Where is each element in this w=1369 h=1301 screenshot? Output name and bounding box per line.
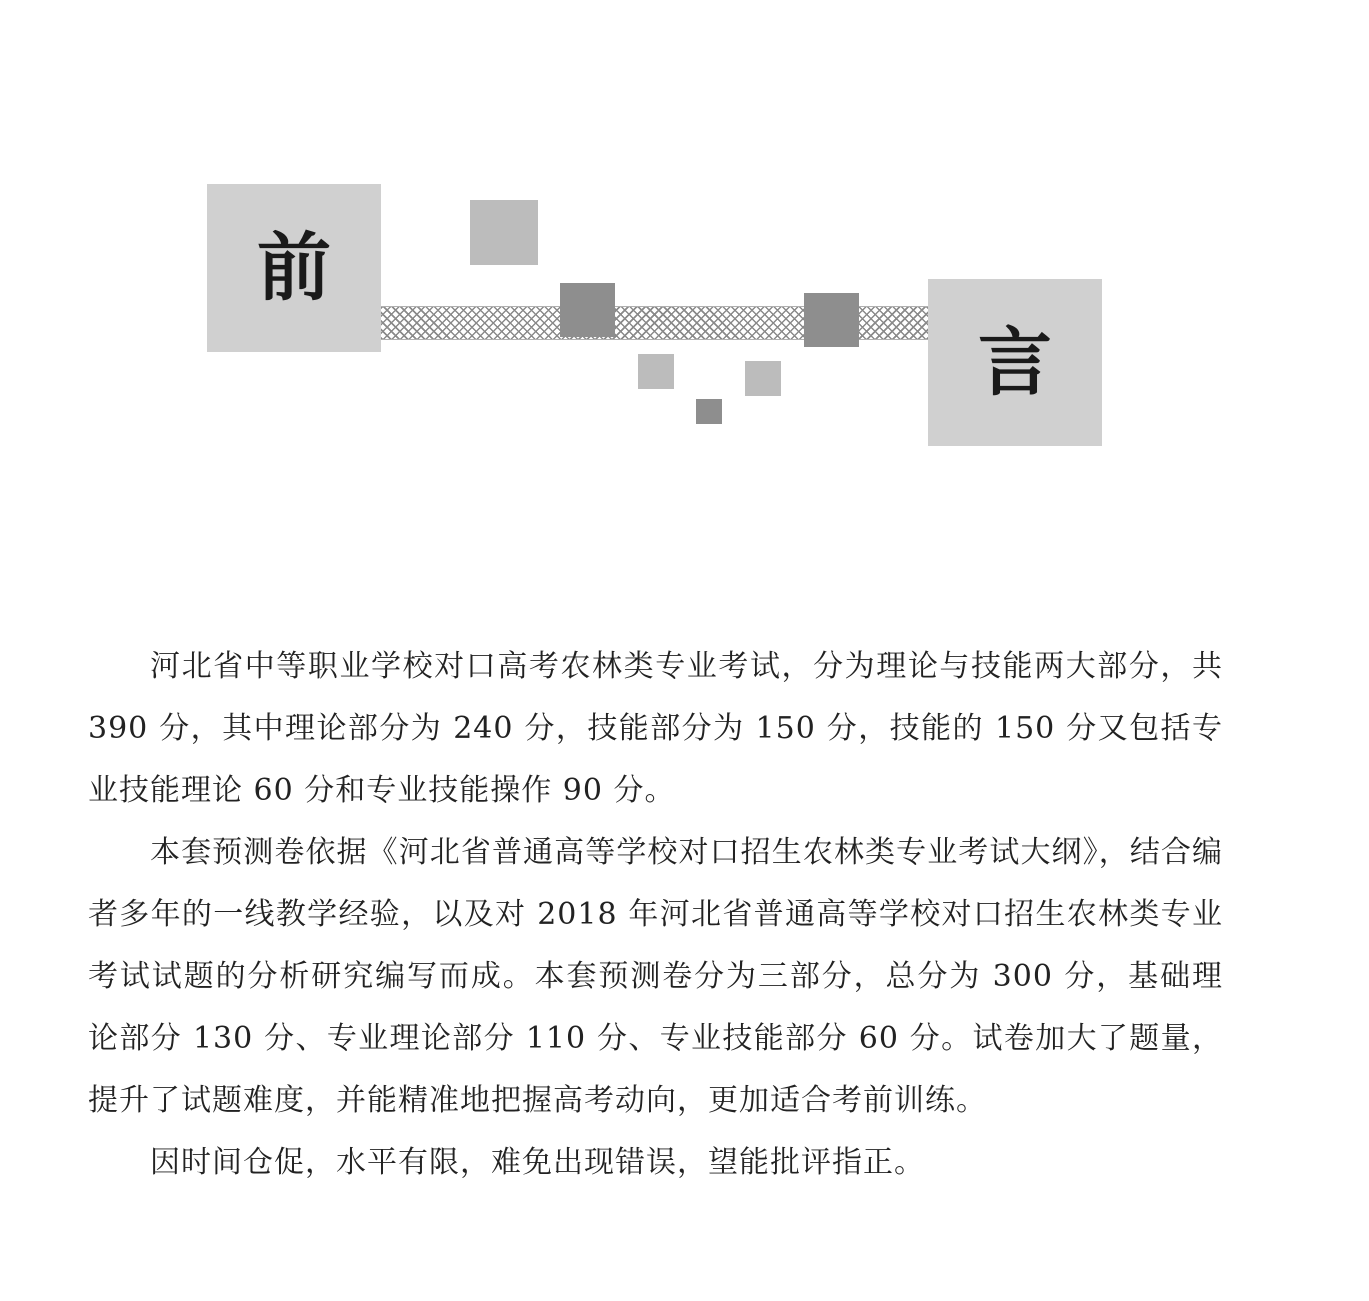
decor-square-light-top bbox=[470, 200, 538, 265]
title-char-yan: 言 bbox=[978, 319, 1052, 406]
paragraph-exam-structure: 河北省中等职业学校对口高考农林类专业考试，分为理论与技能两大部分，共 390 分，其中理论部分为 240 分，技能部分为 150 分，技能的 150 分又包括专业技能理论 60 分和专业技能操作 90 分。 bbox=[88, 649, 1223, 808]
decor-square-dark-1 bbox=[560, 283, 615, 337]
paragraph-closing: 因时间仓促，水平有限，难免出现错误，望能批评指正。 bbox=[150, 1145, 925, 1180]
decor-square-dark-small bbox=[696, 399, 722, 424]
preface-body bbox=[88, 636, 1223, 1194]
decor-square-light-small-2 bbox=[745, 361, 781, 396]
title-char-qian: 前 bbox=[257, 225, 331, 311]
paragraph-book-basis: 本套预测卷依据《河北省普通高等学校对口招生农林类专业考试大纲》，结合编者多年的一线教学经验，以及对 2018 年河北省普通高等学校对口招生农林类专业考试试题的分析研究编写而成。本套预测卷分为三部分，总分为 300 分，基础理论部分 130 分、专业理论部分 110 分、专业技能部分 60 分。试卷加大了题量，提升了试题难度，并能精准地把握高考动向，更加适合考前训练。 bbox=[88, 835, 1223, 1118]
title-box-right bbox=[928, 279, 1102, 446]
title-box-left bbox=[207, 184, 381, 352]
preface-heading-graphic bbox=[0, 0, 1369, 480]
decor-square-dark-2 bbox=[804, 293, 859, 347]
decor-square-light-small-1 bbox=[638, 354, 674, 389]
